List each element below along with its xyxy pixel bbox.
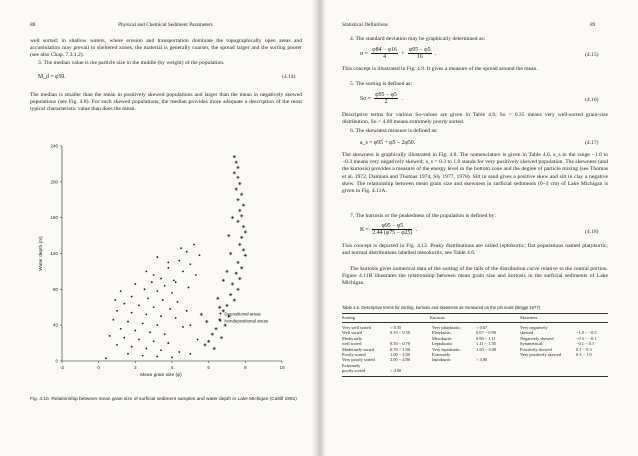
depositional-point [236, 261, 239, 264]
nondepositional-point [149, 331, 151, 333]
nondepositional-point [189, 263, 191, 265]
table-skewness-range: −1.0 − −0.3 [576, 330, 597, 336]
depositional-point [233, 171, 236, 174]
nondepositional-point [120, 290, 122, 292]
table-skewness-range: 0.3 − 1.0 [576, 352, 592, 358]
depositional-point [213, 347, 216, 350]
kurtosis-period: . [415, 226, 418, 233]
table-sorting-term: Extremely [342, 362, 361, 368]
y-tick-label: 40 [52, 322, 58, 328]
nondepositional-point [138, 339, 140, 341]
sigma-fraction-1-denominator: 4 [383, 54, 386, 60]
depositional-point [235, 272, 238, 275]
table-skewness-term: Very negatively [520, 325, 548, 330]
depositional-point [240, 266, 243, 269]
y-tick-label: 240 [50, 143, 58, 149]
nondepositional-point [182, 271, 184, 273]
sigma-equation-lhs: σ = [360, 50, 368, 57]
kurtosis-equation-lhs: K = [360, 226, 369, 233]
table-header-skewness: Skewness [520, 315, 538, 320]
nondepositional-point [105, 357, 107, 359]
table-sorting-range: 0.50 − 0.70 [390, 341, 411, 347]
nondepositional-point [131, 312, 133, 314]
table-skewness-term: Very positively skewed [520, 352, 561, 358]
y-tick-label: 120 [50, 251, 58, 256]
table-sorting-term: Poorly sorted [342, 352, 366, 358]
sigma-fraction-2-denominator: 16 [416, 54, 423, 60]
skewness-equation: a_s = φ95 + φ5 − 2φ50. [360, 140, 416, 146]
sigma-equation-number: (4.15) [585, 52, 599, 58]
depositional-point [233, 298, 236, 301]
x-axis-label: Mean grain size (φ) [140, 373, 182, 378]
nondepositional-point [116, 310, 118, 312]
right-item-6: 6. The skewness measure is defined as: [350, 128, 438, 134]
scatter-plot [30, 138, 300, 393]
kurtosis-fraction [372, 223, 412, 236]
nondepositional-point [197, 339, 199, 341]
depositional-point [236, 198, 239, 201]
x-tick-label: 4 [170, 365, 174, 370]
sorting-equation-number: (4.16) [585, 97, 599, 103]
table-kurtosis-term: leptokurtic [432, 357, 452, 363]
sigma-paragraph: This concept is illustrated in Fig. 4.9. It gives a measure of the spread around the mean. [342, 66, 538, 72]
table-sorting-term: Very poorly sorted [342, 357, 375, 363]
x-tick-label: 2 [134, 365, 137, 370]
y-tick-label: 200 [50, 179, 58, 185]
table-header-sorting: Sorting [342, 315, 355, 320]
depositional-point [244, 230, 247, 233]
median-equation-number: (4.14) [282, 74, 296, 80]
y-tick-label: 160 [50, 215, 58, 221]
depositional-point [242, 248, 245, 251]
table-sorting-range: > 4.00 [390, 368, 402, 374]
x-tick-label: 8 [244, 365, 247, 370]
nondepositional-point [160, 315, 162, 317]
nondepositional-point [167, 262, 169, 264]
nondepositional-point [153, 340, 155, 342]
table-sorting-range: 1.00 − 2.00 [390, 352, 411, 358]
kurtosis-fraction-numerator: φ95 − φ5 [372, 223, 412, 230]
skewness-paragraph: The skewness is graphically illustrated in Fig. 4.8. The nomenclature is given in Table 4.6. a_s in the range −1.0 to −0.3 means very negatively skewed; a_s = 0.3 to 1.0 stands for very positively skewed population. The skewness (and the kurtosis) provides a measure of the energy level in the bottom zone and the degree of particle mixing (see Thomas et al. 1972, Damiani and Thomas 1974, Sly 1977, 1978). Silt in sand gives a positive skew and silt in clay a negative skew. The relationship between mean grain size and skewness in surficial sediments (0−3 cm) of Lake Michigan is given in Fig. 4.11A. [342, 152, 608, 195]
nondepositional-point [145, 348, 147, 350]
depositional-point [236, 288, 239, 291]
depositional-point [244, 254, 247, 257]
legend-star-icon [219, 312, 222, 315]
x-tick-label: 0 [97, 365, 100, 370]
table-sorting-term: poorly sorted [342, 368, 366, 374]
table-kurtosis-range: 1.11 − 1.50 [476, 341, 496, 347]
nondepositional-point [189, 353, 191, 355]
depositional-point [240, 193, 243, 196]
nondepositional-point [164, 285, 166, 287]
nondepositional-point [180, 247, 182, 249]
depositional-point [225, 270, 228, 273]
table-bottom-rule [342, 376, 608, 377]
table-kurtosis-row [432, 357, 516, 362]
left-item-3: 3. The median value is the particle size in the middle (by weight) of the population. [38, 60, 225, 66]
table-kurtosis-range: < 0.67 [476, 325, 488, 330]
table-kurtosis-term: Leptokurtic [432, 341, 453, 347]
sorting-fraction-denominator: 2 [384, 99, 388, 105]
sigma-fraction-1-numerator: φ84 − φ16 [372, 47, 397, 53]
depositional-point [236, 176, 239, 179]
depositional-point [240, 214, 243, 217]
depositional-point [200, 313, 203, 316]
right-item-5: 5. The sorting is defined as: [350, 81, 413, 87]
nondepositional-point [142, 355, 144, 357]
depositional-point [225, 304, 228, 307]
table-column-sorting [342, 325, 426, 374]
kurtosis-paragraph-2: The kurtosis gives numerical data of the sorting of the tails of the distribution curve relative to the central portion. Figure 4.11B illustrates the relationship between mean grain size and kurtosis in the surficial sediments of Lake Michigan. [342, 266, 608, 287]
depositional-point [238, 243, 241, 246]
sigma-fraction-2 [408, 47, 432, 60]
nondepositional-point [145, 271, 147, 273]
sorting-equation-lhs: So = [360, 95, 371, 102]
depositional-point [238, 182, 241, 185]
table-skewness-range: 0.1 − 0.3 [576, 346, 592, 352]
table-sorting-term: well sorted [342, 341, 362, 347]
table-column-skewness [520, 325, 610, 357]
depositional-point [240, 236, 243, 239]
nondepositional-point [127, 353, 129, 355]
kurtosis-equation-number: (4.18) [585, 229, 599, 235]
sigma-period: . [434, 50, 437, 57]
table-sorting-term: Moderately [342, 335, 363, 341]
depositional-point [235, 187, 238, 190]
nondepositional-point [138, 305, 140, 307]
y-axis-label: Water depth (m) [39, 236, 44, 271]
depositional-point [218, 306, 221, 309]
right-running-head: Statistical Definitions [342, 22, 389, 28]
nondepositional-point [153, 306, 155, 308]
depositional-point [231, 216, 234, 219]
legend-dot-icon [220, 320, 222, 322]
kurtosis-fraction-denominator: 2.44 (φ75 − φ25) [372, 230, 413, 236]
table-kurtosis-term: Very leptokurtic [432, 346, 461, 352]
nondepositional-point [114, 299, 116, 301]
sigma-plus: + [401, 50, 405, 57]
nondepositional-point [178, 351, 180, 353]
sorting-equation [360, 92, 403, 105]
nondepositional-point [144, 288, 146, 290]
left-page-number: 88 [30, 22, 36, 28]
table-sorting-term: Well sorted [342, 330, 363, 336]
depth-grain-size-chart [30, 138, 300, 393]
sorting-period: . [401, 95, 403, 102]
nondepositional-point [171, 292, 173, 294]
nondepositional-point [156, 256, 158, 258]
depositional-point [205, 320, 208, 323]
nondepositional-point [175, 317, 177, 319]
depositional-point [238, 277, 241, 280]
nondepositional-point [123, 303, 125, 305]
nondepositional-point [167, 267, 169, 269]
depositional-point [214, 327, 217, 330]
nondepositional-point [131, 346, 133, 348]
figure-caption: Fig. 4.10. Relationship between mean grain size of surficial sediment samples and water depth in Lake Michigan (Cahill 1981) [30, 397, 297, 402]
nondepositional-point [151, 281, 153, 283]
depositional-point [236, 166, 239, 169]
table-sorting-row [342, 368, 426, 373]
depositional-point [227, 234, 230, 237]
table-column-kurtosis [432, 325, 516, 363]
nondepositional-point [131, 296, 133, 298]
nondepositional-point [164, 333, 166, 335]
table-skewness-term: Negatively skewed [520, 335, 554, 341]
depositional-point [238, 209, 241, 212]
table-kurtosis-range: > 3.00 [476, 357, 488, 363]
table-header-kurtosis: Kurtosis [430, 315, 445, 320]
table-skewness-term: Symmetrical [520, 341, 543, 347]
nondepositional-point [134, 330, 136, 332]
y-tick-label: 0 [55, 358, 58, 364]
legend-label: Nondepositional areas [224, 318, 269, 324]
left-paragraph-2: The median is smaller than the mean in positively skewed populations and larger than the mean in negatively skewed populations (see Fig. 4.8). For such skewed populations, the median provides more adequate a description of the most typical characteristic value than does the mean. [30, 92, 302, 113]
table-kurtosis-range: 0.90 − 1.11 [476, 335, 496, 341]
depositional-point [207, 340, 210, 343]
nondepositional-point [123, 337, 125, 339]
nondepositional-point [189, 324, 191, 326]
nondepositional-point [167, 342, 169, 344]
left-paragraph-1: well sorted; in shallow waters, where erosion and transportation dominate the topographically open areas and accumulation may prevail in sheltered zones, the material is generally coarser, the spread larger and the sorting poorer (see also Chap. 7.3.1.2). [30, 38, 302, 59]
x-tick-label: -2 [59, 365, 65, 370]
table-kurtosis-term: Extremely [432, 352, 451, 358]
depositional-point [236, 220, 239, 223]
table-skewness-range: −0.1 − 0.1 [576, 341, 595, 347]
nondepositional-point [120, 328, 122, 330]
sigma-fraction-2-numerator: φ95 − φ5 [408, 47, 431, 53]
nondepositional-point [171, 357, 173, 359]
nondepositional-point [160, 278, 162, 280]
nondepositional-point [127, 321, 129, 323]
table-skewness-range: −0.3 − −0.1 [576, 335, 597, 341]
table-kurtosis-term: Platykurtic [432, 330, 452, 336]
nondepositional-point [145, 314, 147, 316]
nondepositional-point [142, 322, 144, 324]
table-skewness-row [520, 352, 610, 357]
right-page-number: 89 [590, 22, 596, 28]
nondepositional-point [193, 244, 195, 246]
table-skewness-term: Positively skewed [520, 346, 552, 352]
depositional-point [229, 252, 232, 255]
sorting-fraction-numerator: φ95 − φ5 [375, 92, 397, 98]
kurtosis-equation [360, 223, 417, 236]
table-caption: Table 4.6. Descriptive terms for sorting, kurtosis and skewness as measured on the phi scale (Briggs 1977) [342, 305, 541, 310]
nondepositional-point [186, 310, 188, 312]
depositional-point [231, 282, 234, 285]
depositional-point [235, 161, 238, 164]
nondepositional-point [134, 283, 136, 285]
nondepositional-point [162, 299, 164, 301]
nondepositional-point [195, 274, 197, 276]
table-kurtosis-term: Mesokurtic [432, 335, 452, 341]
table-kurtosis-range: 0.67 − 0.90 [476, 330, 497, 336]
sigma-equation [360, 47, 436, 60]
right-item-4: 4. The standard deviation may be graphically determined as: [350, 36, 486, 42]
table-skewness-term: skewed [520, 330, 534, 336]
table-sorting-range: < 0.35 [390, 325, 402, 330]
nondepositional-point [147, 297, 149, 299]
skewness-equation-number: (4.17) [585, 140, 599, 146]
left-running-head: Physical and Chemical Sediment Parameters [118, 22, 213, 28]
depositional-point [242, 204, 245, 207]
nondepositional-point [186, 251, 188, 253]
page-gutter [312, 0, 326, 456]
sorting-fraction [374, 92, 398, 105]
median-equation: M_d = φ50. [38, 74, 66, 80]
table-sorting-term: Very well sorted [342, 325, 371, 330]
table-kurtosis-range: 1.50 − 3.00 [476, 346, 497, 352]
nondepositional-point [175, 281, 177, 283]
table-sorting-range: 0.70 − 1.00 [390, 346, 411, 352]
depositional-point [242, 225, 245, 228]
nondepositional-point [169, 308, 171, 310]
table-sorting-range: 2.00 − 4.00 [390, 357, 411, 363]
nondepositional-point [173, 279, 175, 281]
nondepositional-point [156, 290, 158, 292]
table-top-rule [342, 313, 608, 314]
depositional-point [216, 297, 219, 300]
table-sorting-term: Moderately sorted [342, 346, 375, 352]
x-tick-label: 6 [207, 365, 210, 370]
depositional-point [220, 336, 223, 339]
sorting-paragraph: Descriptive terms for various So-values are given in Table 4.6; So < 0.35 means very well-sorted grain-size distribution, So > 4.00 means extremely poorly sorted. [342, 112, 608, 126]
nondepositional-point [188, 287, 190, 289]
table-kurtosis-term: Very platykurtic [432, 325, 461, 330]
table-header-rule [342, 322, 608, 323]
nondepositional-point [160, 349, 162, 351]
x-tick-label: 10 [279, 365, 285, 370]
depositional-point [222, 279, 225, 282]
nondepositional-point [156, 356, 158, 358]
nondepositional-point [112, 319, 114, 321]
nondepositional-point [109, 335, 111, 337]
depositional-point [233, 155, 236, 158]
y-tick-label: 80 [52, 286, 58, 292]
depositional-point [224, 324, 227, 327]
nondepositional-point [153, 274, 155, 276]
right-item-7: 7. The kurtosis or the peakedness of the population is defined by: [350, 213, 496, 219]
depositional-point [211, 333, 214, 336]
depositional-point [203, 343, 206, 346]
nondepositional-point [156, 324, 158, 326]
nondepositional-point [199, 254, 201, 256]
legend-label: Depositional areas [224, 311, 261, 317]
nondepositional-point [177, 301, 179, 303]
table-sorting-range: 0.35 − 0.50 [390, 330, 411, 336]
sigma-fraction-1 [371, 47, 397, 60]
nondepositional-point [178, 260, 180, 262]
nondepositional-point [182, 326, 184, 328]
kurtosis-paragraph: This concept is depicted in Fig. 4.12. Peaky distributions are called leptokurtic; flat populations named platykurtic; and normal distributions labelled mesokurtic, see Table 4.6. [342, 243, 608, 257]
depositional-point [229, 293, 232, 296]
nondepositional-point [116, 344, 118, 346]
